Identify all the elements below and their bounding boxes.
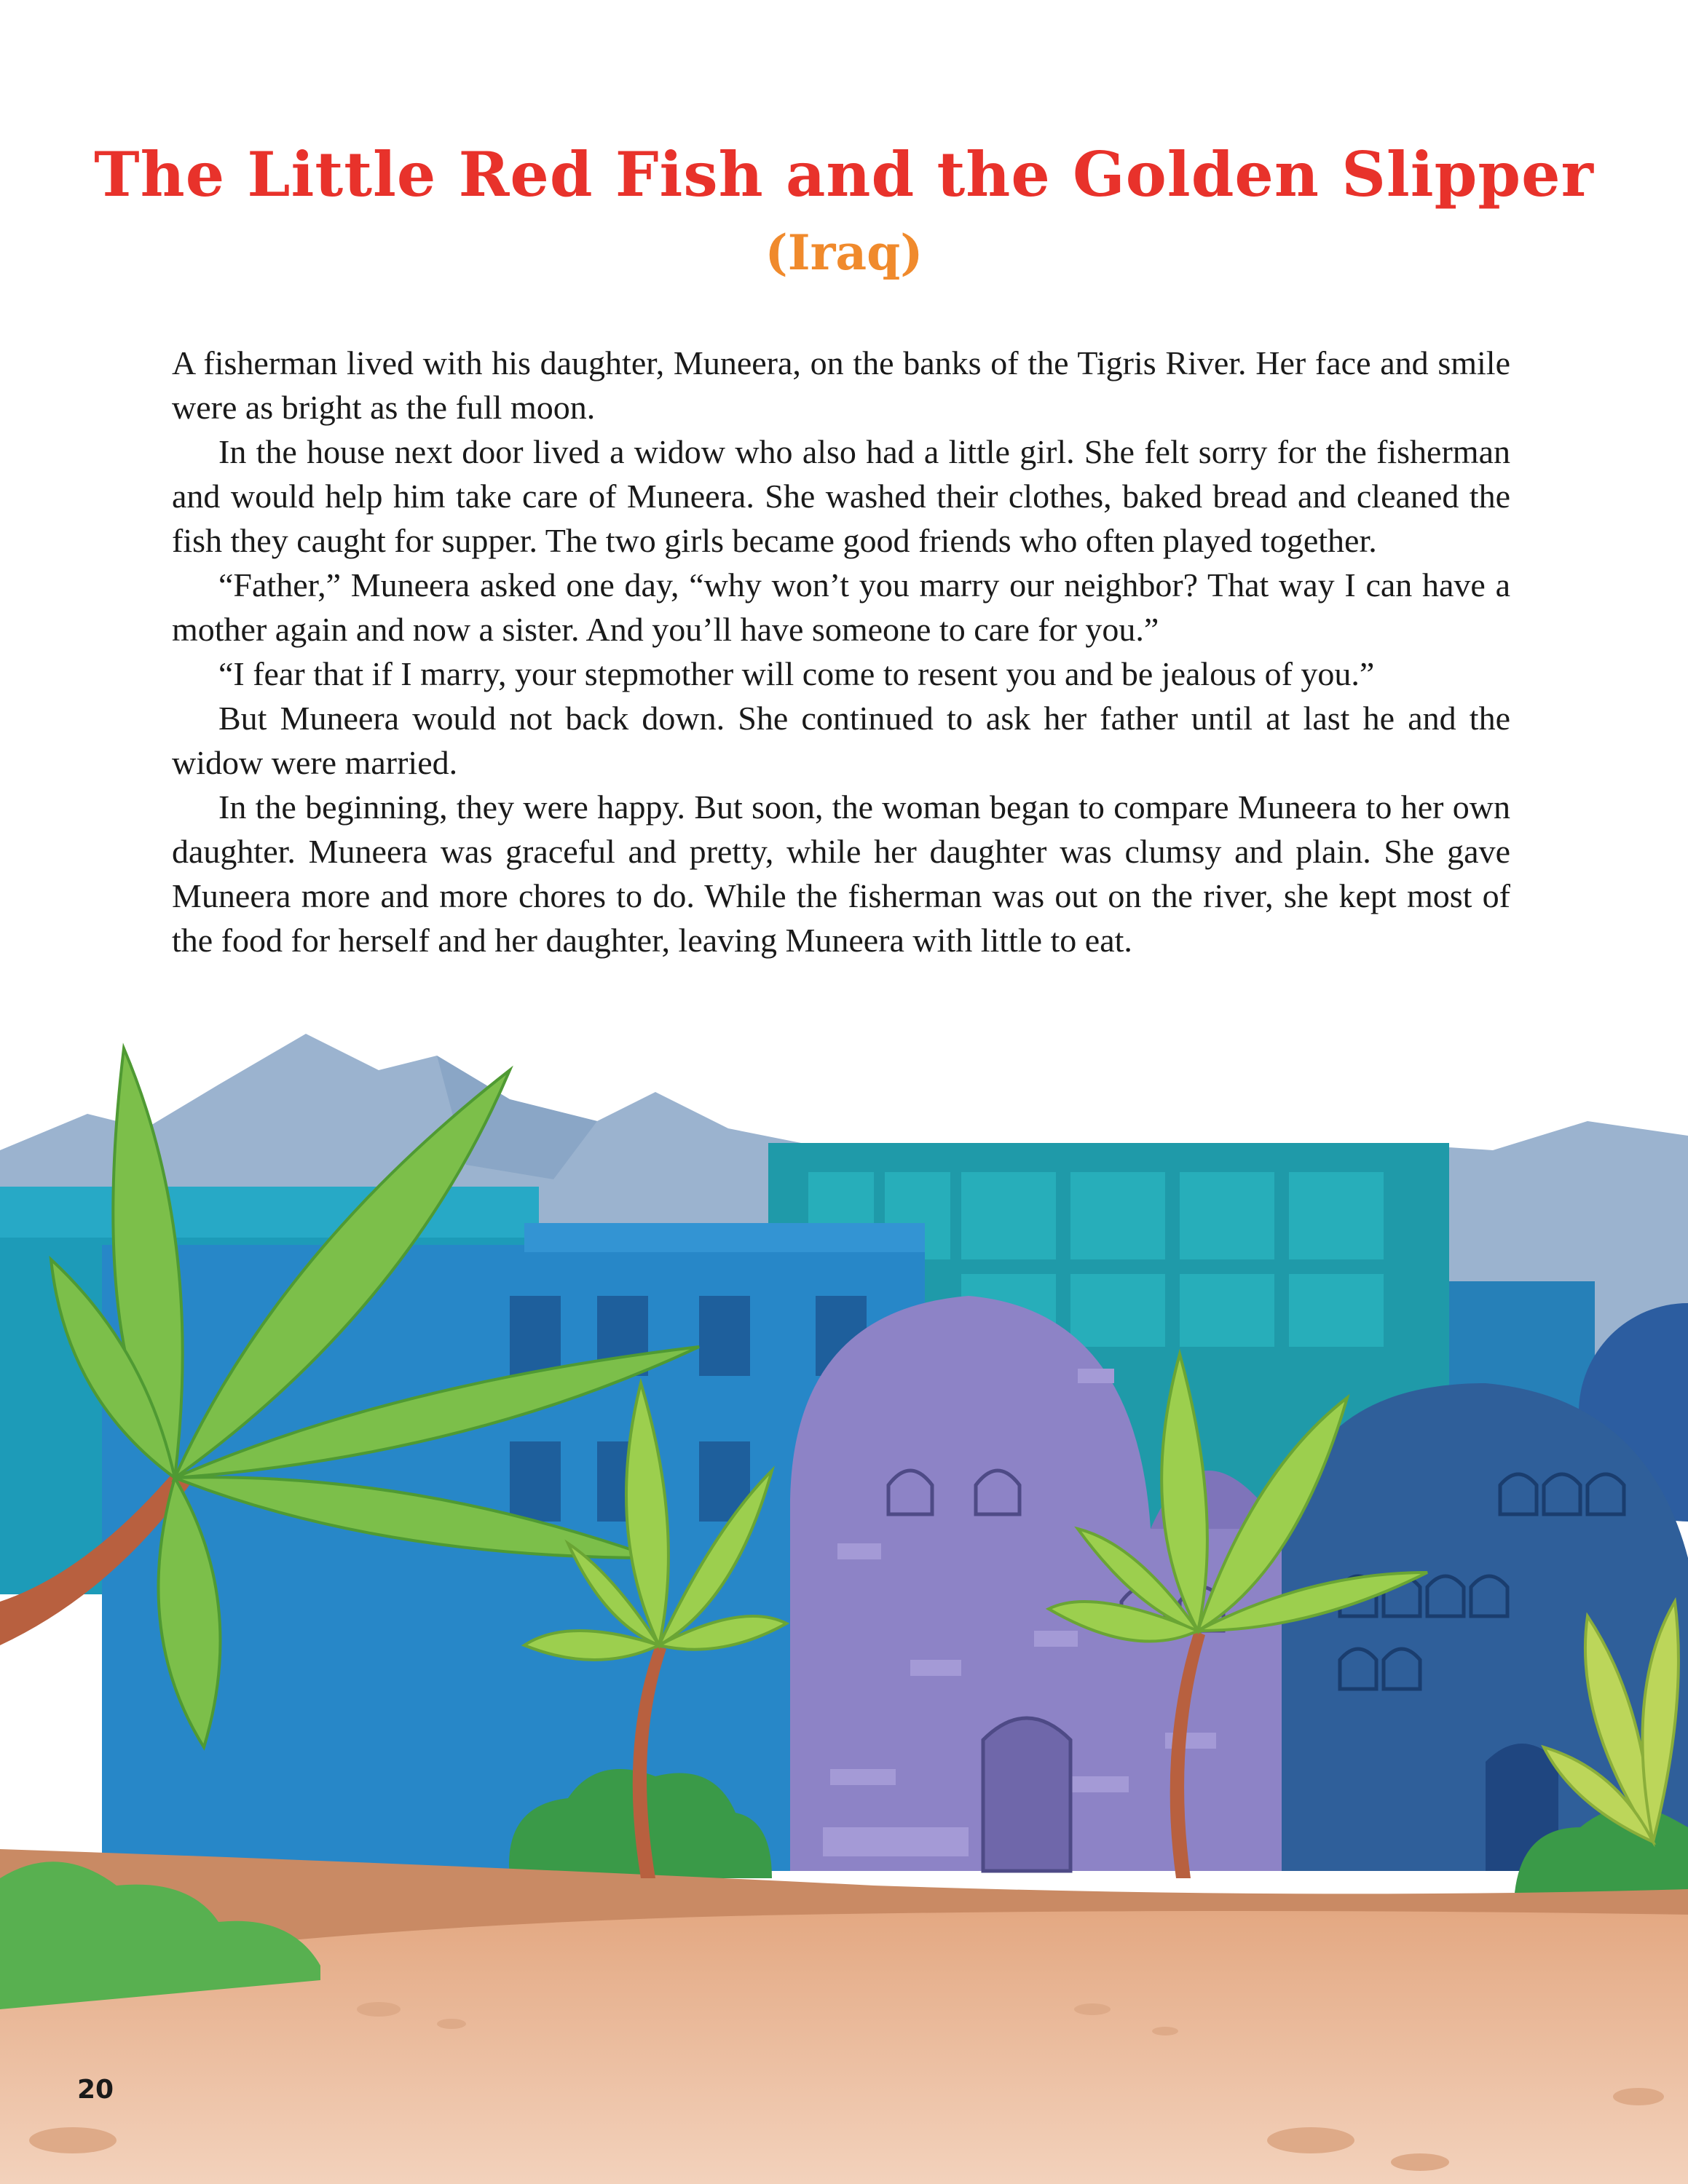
paragraph-5: But Muneera would not back down. She continued to ask her father until at last he and the widow were married.: [172, 700, 1510, 781]
story-subtitle: (Iraq): [765, 224, 923, 281]
page-number: 20: [77, 2075, 114, 2105]
purple-door: [983, 1718, 1070, 1871]
paragraph-1: A fisherman lived with his daughter, Muneera, on the banks of the Tigris River. Her face and smile were as bright as the full moon.: [172, 344, 1510, 426]
paragraph-3: “Father,” Muneera asked one day, “why won’t you marry our neighbor? That way I can have a mother again and now a sister. And you’ll have someone to care for you.”: [172, 566, 1510, 648]
paragraph-6: In the beginning, they were happy. But soon, the woman began to compare Muneera to her own daughter. Muneera was graceful and pretty, while her daughter was clumsy and plain. She gave Muneera more and more chores to do. While the fisherman was out on the river, she kept most of the food for herself and her daughter, leaving Muneera with little to eat.: [172, 788, 1510, 959]
story-title: The Little Red Fish and the Golden Slipper: [94, 138, 1594, 210]
paragraph-2: In the house next door lived a widow who also had a little girl. She felt sorry for the fisherman and would help him take care of Muneera. She washed their clothes, baked bread and cleaned the fish they caught for supper. The two girls became good friends who often played together.: [172, 433, 1510, 559]
paragraph-4: “I fear that if I marry, your stepmother will come to resent you and be jealous of you.”: [218, 655, 1375, 692]
story-text: [172, 341, 1510, 962]
city-illustration: [0, 1005, 1688, 2184]
